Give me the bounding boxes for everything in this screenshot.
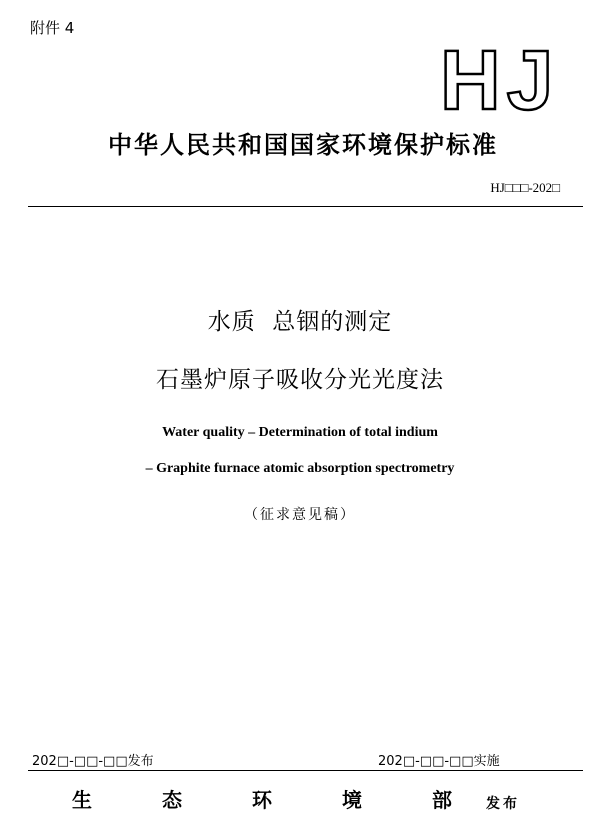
hj-logo: HJ — [440, 33, 560, 127]
issue-date: 202□-□□-□□发布 — [32, 754, 154, 769]
issuer-char: 部 — [432, 788, 452, 812]
title-en-line-1: Water quality – Determination of total indium — [162, 425, 438, 440]
title-cn-line-1: 水质 总铟的测定 — [207, 309, 393, 335]
top-divider — [28, 206, 583, 207]
implement-date: 202□-□□-□□实施 — [378, 754, 500, 769]
title-cn-line-2: 石墨炉原子吸收分光光度法 — [156, 367, 444, 393]
attachment-label: 附件 4 — [30, 19, 75, 37]
standard-code: HJ□□□-202□ — [490, 180, 560, 195]
draft-note: （征求意见稿） — [244, 507, 356, 523]
issuer-name — [72, 784, 452, 813]
issuer-char: 态 — [162, 788, 182, 812]
issue-suffix: 发布 — [486, 796, 520, 812]
issuer-char: 生 — [72, 788, 92, 812]
standard-body-title: 中华人民共和国国家环境保护标准 — [108, 131, 498, 159]
issuer-char: 环 — [252, 788, 272, 812]
issuer-char: 境 — [342, 788, 362, 812]
title-en-line-2: – Graphite furnace atomic absorption spectrometry — [145, 461, 455, 476]
bottom-divider — [28, 770, 583, 771]
